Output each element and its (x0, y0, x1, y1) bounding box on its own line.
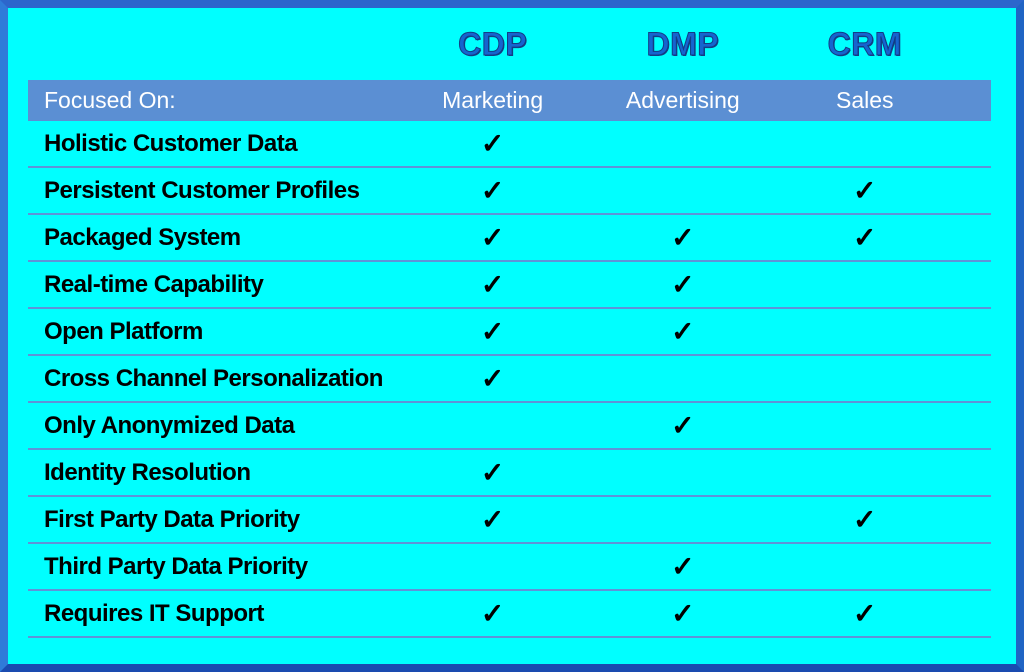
column-header-cdp: CDP (458, 25, 528, 62)
focus-value-marketing: Marketing (442, 87, 544, 113)
check-icon: ✓ (480, 456, 505, 488)
table-row (28, 544, 991, 591)
check-icon: ✓ (853, 221, 877, 253)
feature-label: Open Platform (44, 317, 203, 345)
table-row (28, 591, 991, 638)
check-icon: ✓ (671, 597, 695, 629)
table-row (28, 450, 991, 497)
focused-on-row (28, 80, 991, 121)
check-icon: ✓ (853, 503, 877, 535)
focus-value-advertising: Advertising (625, 87, 740, 113)
check-icon: ✓ (671, 550, 695, 582)
dmp-check-cell (572, 409, 793, 441)
dmp-check-cell (572, 221, 793, 253)
feature-label: Identity Resolution (44, 458, 251, 486)
crm-check-cell (794, 503, 991, 535)
check-icon: ✓ (853, 174, 877, 206)
column-header-crm: CRM (827, 25, 902, 62)
feature-rows (28, 121, 991, 638)
check-icon: ✓ (480, 362, 505, 394)
column-header-dmp: DMP (646, 25, 720, 62)
table-row (28, 403, 991, 450)
dmp-check-cell (572, 550, 793, 582)
crm-check-cell (794, 597, 991, 629)
crm-check-cell (794, 174, 991, 206)
check-icon: ✓ (480, 503, 505, 535)
cdp-check-cell (413, 597, 572, 629)
cdp-check-cell (413, 362, 572, 394)
check-icon: ✓ (671, 409, 695, 441)
check-icon: ✓ (480, 174, 505, 206)
cdp-check-cell (413, 268, 572, 300)
table-row (28, 262, 991, 309)
cdp-check-cell (413, 503, 572, 535)
check-icon: ✓ (480, 597, 505, 629)
table-row (28, 215, 991, 262)
cdp-check-cell (413, 456, 572, 488)
check-icon: ✓ (480, 127, 505, 159)
feature-label: Persistent Customer Profiles (44, 176, 360, 204)
check-icon: ✓ (671, 221, 695, 253)
feature-label: First Party Data Priority (44, 505, 300, 533)
check-icon: ✓ (480, 268, 505, 300)
cdp-check-cell (413, 221, 572, 253)
table-row (28, 356, 991, 403)
dmp-check-cell (572, 315, 793, 347)
table-row (28, 497, 991, 544)
column-header-row (28, 8, 991, 80)
feature-label: Only Anonymized Data (44, 411, 295, 439)
check-icon: ✓ (671, 268, 695, 300)
feature-label: Holistic Customer Data (44, 129, 298, 157)
table-row (28, 309, 991, 356)
feature-label: Cross Channel Personalization (44, 364, 383, 392)
check-icon: ✓ (480, 315, 505, 347)
feature-label: Real-time Capability (44, 270, 264, 298)
cdp-check-cell (413, 127, 572, 159)
focused-on-label: Focused On: (44, 87, 176, 113)
check-icon: ✓ (671, 315, 695, 347)
dmp-check-cell (572, 268, 793, 300)
feature-label: Packaged System (44, 223, 241, 251)
focus-value-sales: Sales (835, 87, 894, 113)
check-icon: ✓ (853, 597, 877, 629)
cdp-check-cell (413, 174, 572, 206)
feature-label: Third Party Data Priority (44, 552, 308, 580)
cdp-check-cell (413, 315, 572, 347)
dmp-check-cell (572, 597, 793, 629)
feature-label: Requires IT Support (44, 599, 264, 627)
table-row (28, 168, 991, 215)
check-icon: ✓ (480, 221, 505, 253)
table-row (28, 121, 991, 168)
crm-check-cell (794, 221, 991, 253)
